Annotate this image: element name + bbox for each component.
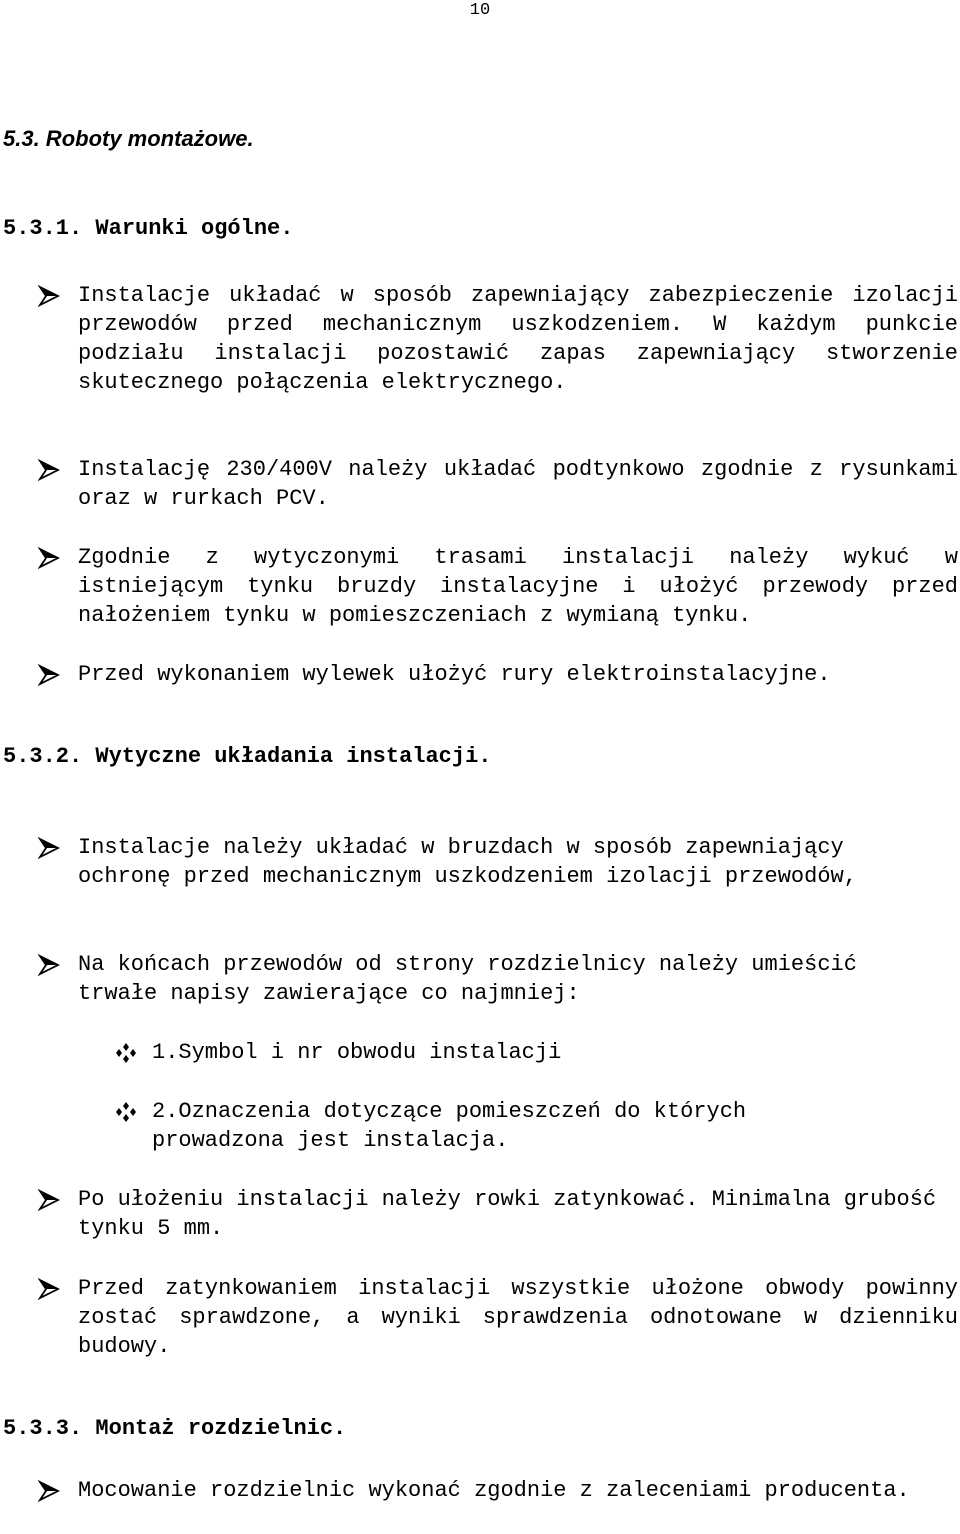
four-diamond-bullet-icon [114,1101,138,1123]
section-heading-5-3: 5.3. Roboty montażowe. [3,126,254,151]
arrowhead-bullet-icon [38,459,60,481]
arrowhead-bullet-icon [38,954,60,976]
arrowhead-bullet-icon [38,837,60,859]
page-number: 10 [469,1,491,20]
list-item-text: Instalacje należy układać w bruzdach w sposób zapewniający ochronę przed mechanicznym uszkodzeniem izolacji przewodów, [78,835,857,889]
list-item [78,950,858,1008]
list-item [78,660,958,689]
list-item-text: Na końcach przewodów od strony rozdzielnicy należy umieścić trwałe napisy zawierające co najmniej: [78,952,857,1006]
arrowhead-bullet-icon [38,664,60,686]
list-item-text: Instalację 230/400V należy układać podtynkowo zgodnie z rysunkami oraz w rurkach PCV. [78,457,958,511]
list-item-text: Przed zatynkowaniem instalacji wszystkie ułożone obwody powinny zostać sprawdzone, a wyniki sprawdzenia odnotowane w dzienniku budowy. [78,1276,958,1359]
arrowhead-bullet-icon [38,1480,60,1502]
arrowhead-bullet-icon [38,285,60,307]
section-heading-5-3-3: 5.3.3. Montaż rozdzielnic. [3,1416,347,1441]
list-item-text: Przed wykonaniem wylewek ułożyć rury elektroinstalacyjne. [78,662,831,687]
list-item-text: Zgodnie z wytyczonymi trasami instalacji należy wykuć w istniejącym tynku bruzdy instalacyjne i ułożyć przewody przed nałożeniem tynku w pomieszczeniach z wymianą tynku. [78,545,958,628]
arrowhead-bullet-icon [38,1189,60,1211]
sub-list-item [152,1038,912,1067]
list-item [78,1185,958,1243]
list-item-text: Po ułożeniu instalacji należy rowki zatynkować. Minimalna grubość tynku 5 mm. [78,1187,937,1241]
list-item [78,281,958,397]
list-item [78,543,958,630]
section-heading-5-3-2: 5.3.2. Wytyczne układania instalacji. [3,744,492,769]
arrowhead-bullet-icon [38,1278,60,1300]
four-diamond-bullet-icon [114,1042,138,1064]
sub-list-item [152,1097,852,1155]
sub-list-item-text: 1.Symbol i nr obwodu instalacji [152,1040,562,1065]
arrowhead-bullet-icon [38,547,60,569]
list-item-text: Mocowanie rozdzielnic wykonać zgodnie z zaleceniami producenta. [78,1478,910,1503]
sub-list-item-text: 2.Oznaczenia dotyczące pomieszczeń do których prowadzona jest instalacja. [152,1099,747,1153]
list-item-text: Instalacje układać w sposób zapewniający zabezpieczenie izolacji przewodów przed mechanicznym uszkodzeniem. W każdym punkcie podziału instalacji pozostawić zapas zapewniający stworzenie skutecznego połączenia elektrycznego. [78,283,958,395]
list-item [78,833,898,891]
list-item [78,455,958,513]
list-item [78,1274,958,1361]
list-item [78,1476,958,1505]
section-heading-5-3-1: 5.3.1. Warunki ogólne. [3,216,294,241]
